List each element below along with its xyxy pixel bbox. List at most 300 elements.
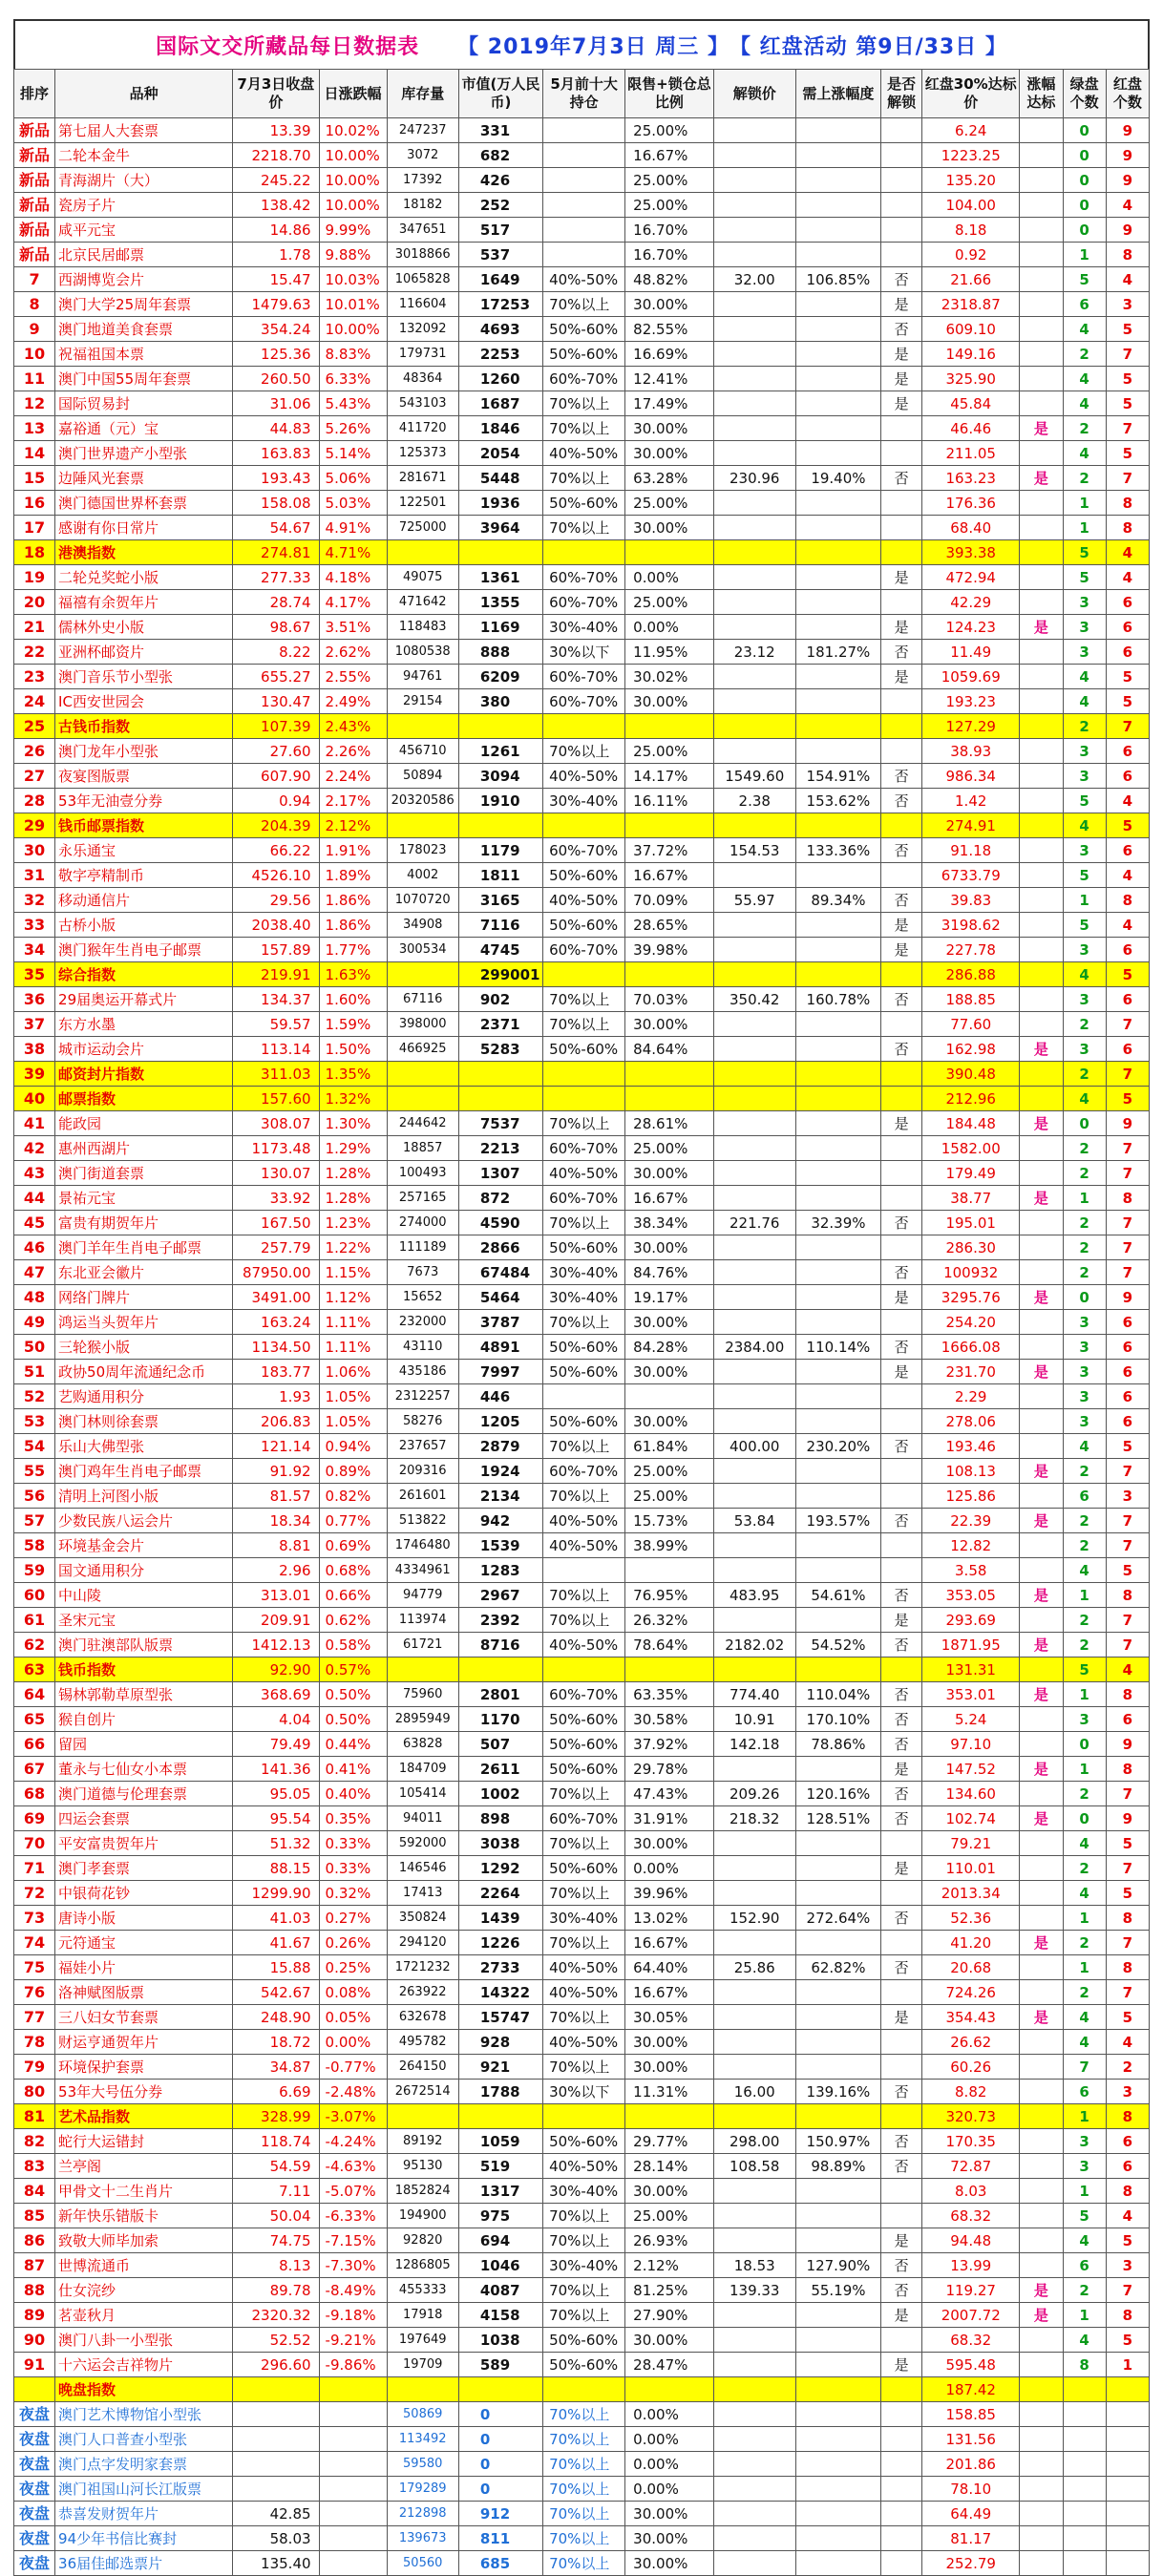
cell-pre: 70%以上 [543, 2055, 625, 2080]
cell-stock: 456710 [387, 739, 458, 764]
cell-close: 296.60 [233, 2353, 319, 2377]
cell-target: 1.42 [922, 789, 1020, 813]
cell-ratio: 37.72% [625, 838, 714, 863]
cell-dabiao: 是 [1020, 1509, 1063, 1533]
cell-flag [881, 416, 922, 441]
cell-close: 87950.00 [233, 1260, 319, 1285]
table-row [14, 1111, 1150, 1136]
cell-pre: 50%-60% [543, 913, 625, 938]
cell-seq: 54 [14, 1434, 55, 1459]
cell-stock [387, 1062, 458, 1087]
cell-cap: 426 [458, 168, 542, 193]
table-row [14, 1484, 1150, 1509]
cell-chg: -9.18% [319, 2303, 387, 2328]
cell-name: 东方水墨 [55, 1012, 233, 1037]
cell-target: 254.20 [922, 1310, 1020, 1335]
cell-seq: 69 [14, 1806, 55, 1831]
cell-rise [795, 1980, 880, 2005]
cell-target: 3295.76 [922, 1285, 1020, 1310]
cell-unlock [713, 1111, 795, 1136]
cell-name: 中山陵 [55, 1583, 233, 1608]
cell-target: 320.73 [922, 2104, 1020, 2129]
cell-red: 6 [1106, 1707, 1149, 1732]
cell-red: 7 [1106, 1509, 1149, 1533]
cell-name: 邮资封片指数 [55, 1062, 233, 1087]
cell-green [1063, 2551, 1106, 2576]
cell-target: 609.10 [922, 317, 1020, 342]
cell-green: 3 [1063, 1037, 1106, 1062]
cell-dabiao [1020, 1533, 1063, 1558]
cell-rise: 120.16% [795, 1782, 880, 1806]
cell-close: 308.07 [233, 1111, 319, 1136]
cell-dabiao [1020, 516, 1063, 540]
cell-pre: 50%-60% [543, 1409, 625, 1434]
table-row [14, 2080, 1150, 2104]
cell-name: 澳门音乐节小型张 [55, 665, 233, 689]
cell-red: 7 [1106, 1856, 1149, 1881]
cell-ratio: 0.00% [625, 2427, 714, 2452]
cell-cap: 1226 [458, 1931, 542, 1955]
cell-ratio: 16.67% [625, 1931, 714, 1955]
cell-chg [319, 2502, 387, 2526]
cell-chg: 2.24% [319, 764, 387, 789]
cell-green: 3 [1063, 2129, 1106, 2154]
cell-seq: 52 [14, 1384, 55, 1409]
cell-close: 141.36 [233, 1757, 319, 1782]
cell-dabiao: 是 [1020, 1583, 1063, 1608]
cell-green: 6 [1063, 2253, 1106, 2278]
cell-unlock [713, 143, 795, 168]
cell-pre: 60%-70% [543, 689, 625, 714]
cell-rise [795, 590, 880, 615]
cell-close: 28.74 [233, 590, 319, 615]
cell-chg: 9.99% [319, 218, 387, 243]
cell-flag [881, 2055, 922, 2080]
cell-chg: 0.89% [319, 1459, 387, 1484]
cell-pre: 70%以上 [543, 2278, 625, 2303]
cell-red: 9 [1106, 1285, 1149, 1310]
cell-dabiao [1020, 640, 1063, 665]
cell-rise [795, 1111, 880, 1136]
cell-target: 72.87 [922, 2154, 1020, 2179]
cell-target: 8.82 [922, 2080, 1020, 2104]
cell-cap: 2967 [458, 1583, 542, 1608]
cell-flag [881, 143, 922, 168]
cell-seq: 84 [14, 2179, 55, 2204]
cell-green: 1 [1063, 243, 1106, 267]
cell-chg: 4.91% [319, 516, 387, 540]
cell-cap: 1261 [458, 739, 542, 764]
cell-ratio: 70.09% [625, 888, 714, 913]
cell-red: 5 [1106, 391, 1149, 416]
cell-stock: 94011 [387, 1806, 458, 1831]
cell-close: 157.60 [233, 1087, 319, 1111]
cell-cap: 1283 [458, 1558, 542, 1583]
cell-close: 260.50 [233, 367, 319, 391]
cell-seq: 73 [14, 1906, 55, 1931]
cell-seq: 11 [14, 367, 55, 391]
cell-close [233, 2377, 319, 2402]
cell-pre: 70%以上 [543, 391, 625, 416]
cell-red: 9 [1106, 168, 1149, 193]
cell-cap: 14322 [458, 1980, 542, 2005]
cell-flag: 否 [881, 2129, 922, 2154]
cell-ratio: 16.67% [625, 863, 714, 888]
cell-stock: 237657 [387, 1434, 458, 1459]
cell-dabiao [1020, 118, 1063, 143]
table-row [14, 1931, 1150, 1955]
table-row [14, 764, 1150, 789]
col-header: 排序 [14, 70, 55, 118]
cell-unlock: 2384.00 [713, 1335, 795, 1360]
cell-rise [795, 2030, 880, 2055]
cell-dabiao [1020, 1484, 1063, 1509]
cell-stock: 20320586 [387, 789, 458, 813]
cell-name: 澳门鸡年生肖电子邮票 [55, 1459, 233, 1484]
cell-rise [795, 1608, 880, 1633]
cell-chg: 2.55% [319, 665, 387, 689]
cell-seq: 18 [14, 540, 55, 565]
cell-close: 655.27 [233, 665, 319, 689]
cell-close: 2038.40 [233, 913, 319, 938]
cell-close: 204.39 [233, 813, 319, 838]
cell-name: 亚洲杯邮资片 [55, 640, 233, 665]
cell-ratio: 30.00% [625, 2055, 714, 2080]
cell-pre: 50%-60% [543, 1235, 625, 1260]
cell-close: 66.22 [233, 838, 319, 863]
cell-flag: 否 [881, 789, 922, 813]
cell-ratio: 16.67% [625, 143, 714, 168]
cell-name: 四运会套票 [55, 1806, 233, 1831]
cell-red: 9 [1106, 118, 1149, 143]
cell-dabiao [1020, 2179, 1063, 2204]
table-row [14, 1012, 1150, 1037]
cell-red: 5 [1106, 317, 1149, 342]
cell-dabiao [1020, 1384, 1063, 1409]
cell-cap: 1317 [458, 2179, 542, 2204]
cell-pre: 30%-40% [543, 1906, 625, 1931]
cell-pre: 70%以上 [543, 1211, 625, 1235]
cell-green [1063, 2526, 1106, 2551]
table-row [14, 2502, 1150, 2526]
cell-name: 世博流通币 [55, 2253, 233, 2278]
cell-pre [543, 118, 625, 143]
cell-dabiao [1020, 2427, 1063, 2452]
table-row [14, 118, 1150, 143]
cell-chg: 1.05% [319, 1409, 387, 1434]
cell-rise: 133.36% [795, 838, 880, 863]
cell-rise [795, 2228, 880, 2253]
cell-name: 53年无油壹分券 [55, 789, 233, 813]
cell-seq: 91 [14, 2353, 55, 2377]
cell-close: 113.14 [233, 1037, 319, 1062]
cell-chg: 2.62% [319, 640, 387, 665]
cell-pre: 30%-40% [543, 789, 625, 813]
cell-seq: 70 [14, 1831, 55, 1856]
cell-ratio: 30.00% [625, 441, 714, 466]
col-header: 红盘个数 [1106, 70, 1149, 118]
cell-ratio: 64.40% [625, 1955, 714, 1980]
cell-close: 41.67 [233, 1931, 319, 1955]
table-row [14, 1509, 1150, 1533]
cell-pre: 50%-60% [543, 1360, 625, 1384]
cell-dabiao [1020, 2253, 1063, 2278]
cell-unlock: 1549.60 [713, 764, 795, 789]
cell-name: 网络门牌片 [55, 1285, 233, 1310]
cell-chg: 10.00% [319, 143, 387, 168]
cell-stock: 18857 [387, 1136, 458, 1161]
cell-ratio [625, 714, 714, 739]
cell-cap: 0 [458, 2477, 542, 2502]
cell-cap: 2392 [458, 1608, 542, 1633]
cell-unlock [713, 1310, 795, 1335]
cell-chg: 0.50% [319, 1707, 387, 1732]
cell-pre: 70%以上 [543, 1931, 625, 1955]
cell-seq: 22 [14, 640, 55, 665]
cell-chg [319, 2526, 387, 2551]
cell-close: 98.67 [233, 615, 319, 640]
cell-target: 188.85 [922, 987, 1020, 1012]
cell-seq: 44 [14, 1186, 55, 1211]
cell-chg: 0.44% [319, 1732, 387, 1757]
cell-dabiao [1020, 1235, 1063, 1260]
cell-target: 147.52 [922, 1757, 1020, 1782]
cell-dabiao [1020, 1260, 1063, 1285]
cell-green [1063, 2477, 1106, 2502]
cell-rise [795, 913, 880, 938]
cell-pre: 50%-60% [543, 2328, 625, 2353]
cell-pre: 50%-60% [543, 1037, 625, 1062]
cell-rise: 154.91% [795, 764, 880, 789]
cell-stock: 7673 [387, 1260, 458, 1285]
cell-name: 澳门大学25周年套票 [55, 292, 233, 317]
cell-chg: 0.68% [319, 1558, 387, 1583]
cell-pre: 70%以上 [543, 2477, 625, 2502]
cell-close: 92.90 [233, 1658, 319, 1682]
cell-target: 81.17 [922, 2526, 1020, 2551]
cell-ratio: 84.28% [625, 1335, 714, 1360]
cell-ratio: 25.00% [625, 590, 714, 615]
cell-ratio: 28.65% [625, 913, 714, 938]
cell-flag [881, 168, 922, 193]
cell-chg: 0.77% [319, 1509, 387, 1533]
cell-ratio: 14.17% [625, 764, 714, 789]
cell-flag: 否 [881, 317, 922, 342]
cell-pre: 70%以上 [543, 1782, 625, 1806]
cell-name: 永乐通宝 [55, 838, 233, 863]
cell-red: 3 [1106, 292, 1149, 317]
cell-seq: 66 [14, 1732, 55, 1757]
cell-seq: 49 [14, 1310, 55, 1335]
cell-stock: 105414 [387, 1782, 458, 1806]
cell-unlock [713, 292, 795, 317]
cell-unlock [713, 665, 795, 689]
cell-dabiao: 是 [1020, 2278, 1063, 2303]
cell-red: 4 [1106, 1658, 1149, 1682]
table-row [14, 665, 1150, 689]
cell-target: 91.18 [922, 838, 1020, 863]
cell-close: 2320.32 [233, 2303, 319, 2328]
cell-seq: 46 [14, 1235, 55, 1260]
cell-unlock: 152.90 [713, 1906, 795, 1931]
cell-target: 293.69 [922, 1608, 1020, 1633]
cell-target: 104.00 [922, 193, 1020, 218]
cell-stock [387, 2104, 458, 2129]
cell-unlock [713, 1136, 795, 1161]
cell-name: 港澳指数 [55, 540, 233, 565]
cell-seq: 57 [14, 1509, 55, 1533]
cell-unlock [713, 1558, 795, 1583]
cell-close: 91.92 [233, 1459, 319, 1484]
cell-seq: 59 [14, 1558, 55, 1583]
cell-cap: 1059 [458, 2129, 542, 2154]
cell-ratio: 30.00% [625, 1012, 714, 1037]
cell-rise [795, 1037, 880, 1062]
cell-name: 北京民居邮票 [55, 243, 233, 267]
cell-green [1063, 2402, 1106, 2427]
table-row [14, 292, 1150, 317]
cell-flag: 否 [881, 466, 922, 491]
cell-dabiao: 是 [1020, 416, 1063, 441]
cell-seq: 42 [14, 1136, 55, 1161]
cell-pre: 50%-60% [543, 2353, 625, 2377]
cell-green: 2 [1063, 1633, 1106, 1658]
cell-seq: 新品 [14, 168, 55, 193]
cell-name: 澳门道德与伦理套票 [55, 1782, 233, 1806]
cell-stock: 113492 [387, 2427, 458, 2452]
table-row [14, 2526, 1150, 2551]
table-row [14, 243, 1150, 267]
table-row [14, 2278, 1150, 2303]
cell-chg: 0.62% [319, 1608, 387, 1633]
cell-rise [795, 962, 880, 987]
cell-target: 46.46 [922, 416, 1020, 441]
cell-target: 176.36 [922, 491, 1020, 516]
cell-green: 6 [1063, 2080, 1106, 2104]
cell-dabiao: 是 [1020, 1285, 1063, 1310]
table-row [14, 2303, 1150, 2328]
cell-close: 4526.10 [233, 863, 319, 888]
cell-chg: -9.21% [319, 2328, 387, 2353]
cell-close: 0.94 [233, 789, 319, 813]
cell-rise [795, 292, 880, 317]
cell-stock: 725000 [387, 516, 458, 540]
cell-flag: 否 [881, 267, 922, 292]
cell-dabiao [1020, 1012, 1063, 1037]
cell-unlock [713, 590, 795, 615]
cell-dabiao [1020, 962, 1063, 987]
cell-chg: 5.06% [319, 466, 387, 491]
cell-seq: 48 [14, 1285, 55, 1310]
cell-target: 6.24 [922, 118, 1020, 143]
cell-dabiao [1020, 838, 1063, 863]
header-row [14, 70, 1150, 118]
cell-dabiao: 是 [1020, 1459, 1063, 1484]
cell-red: 7 [1106, 1633, 1149, 1658]
cell-chg [319, 2477, 387, 2502]
cell-rise [795, 2427, 880, 2452]
cell-rise [795, 2526, 880, 2551]
cell-close: 31.06 [233, 391, 319, 416]
table-row [14, 367, 1150, 391]
cell-stock: 139673 [387, 2526, 458, 2551]
col-header: 市值(万人民币) [458, 70, 542, 118]
cell-chg: 0.33% [319, 1831, 387, 1856]
cell-close: 248.90 [233, 2005, 319, 2030]
cell-stock: 632678 [387, 2005, 458, 2030]
cell-flag [881, 2328, 922, 2353]
cell-flag [881, 2477, 922, 2502]
cell-target: 42.29 [922, 590, 1020, 615]
cell-dabiao: 是 [1020, 2303, 1063, 2328]
cell-unlock [713, 2402, 795, 2427]
cell-green: 0 [1063, 193, 1106, 218]
cell-seq: 27 [14, 764, 55, 789]
cell-unlock: 142.18 [713, 1732, 795, 1757]
cell-rise: 193.57% [795, 1509, 880, 1533]
cell-seq: 8 [14, 292, 55, 317]
cell-stock: 17392 [387, 168, 458, 193]
cell-unlock [713, 1856, 795, 1881]
table-body [14, 118, 1150, 2576]
table-row [14, 391, 1150, 416]
cell-target: 21.66 [922, 267, 1020, 292]
cell-chg: 8.83% [319, 342, 387, 367]
cell-green: 7 [1063, 2055, 1106, 2080]
col-header: 解锁价 [713, 70, 795, 118]
table-row [14, 813, 1150, 838]
cell-green: 0 [1063, 168, 1106, 193]
cell-green: 2 [1063, 1931, 1106, 1955]
cell-seq: 71 [14, 1856, 55, 1881]
table-row [14, 143, 1150, 168]
cell-target: 595.48 [922, 2353, 1020, 2377]
cell-ratio: 81.25% [625, 2278, 714, 2303]
cell-cap: 446 [458, 1384, 542, 1409]
cell-stock: 17413 [387, 1881, 458, 1906]
cell-close [233, 2427, 319, 2452]
cell-flag [881, 1980, 922, 2005]
cell-green: 6 [1063, 292, 1106, 317]
cell-green: 0 [1063, 1806, 1106, 1831]
table-row [14, 1285, 1150, 1310]
cell-flag [881, 1310, 922, 1335]
cell-ratio: 26.93% [625, 2228, 714, 2253]
cell-cap: 589 [458, 2353, 542, 2377]
cell-flag [881, 590, 922, 615]
cell-red: 4 [1106, 565, 1149, 590]
cell-dabiao [1020, 938, 1063, 962]
cell-ratio: 76.95% [625, 1583, 714, 1608]
cell-pre: 70%以上 [543, 1111, 625, 1136]
cell-green: 4 [1063, 1831, 1106, 1856]
cell-target: 286.30 [922, 1235, 1020, 1260]
cell-red: 5 [1106, 1881, 1149, 1906]
cell-pre [543, 962, 625, 987]
cell-stock: 179731 [387, 342, 458, 367]
cell-name: 政协50周年流通纪念币 [55, 1360, 233, 1384]
cell-close: 41.03 [233, 1906, 319, 1931]
cell-ratio: 30.58% [625, 1707, 714, 1732]
cell-name: 平安富贵贺年片 [55, 1831, 233, 1856]
cell-red: 3 [1106, 2253, 1149, 2278]
cell-seq: 89 [14, 2303, 55, 2328]
cell-unlock: 32.00 [713, 267, 795, 292]
cell-chg: 0.32% [319, 1881, 387, 1906]
cell-name: 环境基金会片 [55, 1533, 233, 1558]
cell-rise [795, 739, 880, 764]
cell-ratio: 84.64% [625, 1037, 714, 1062]
